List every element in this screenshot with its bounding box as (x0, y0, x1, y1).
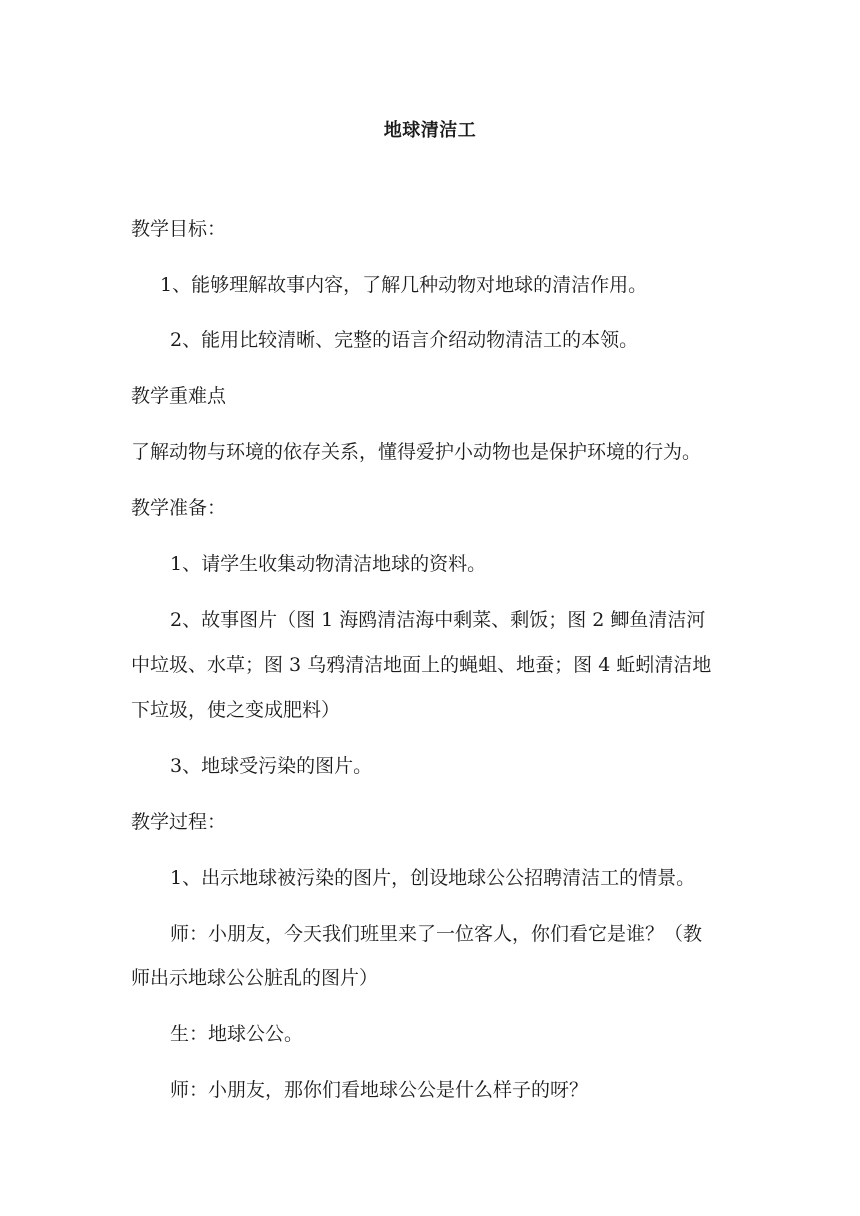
prep-item-2-line-3: 下垃圾，使之变成肥料） (131, 699, 341, 721)
document-title: 地球清洁工 (383, 120, 477, 141)
dialogue-teacher-2: 师：小朋友，那你们看地球公公是什么样子的呀？ (170, 1079, 589, 1101)
dialogue-teacher-1-line-2: 师出示地球公公脏乱的图片） (131, 967, 379, 989)
heading-teaching-goals: 教学目标： (131, 218, 227, 240)
prep-item-3: 3、地球受污染的图片。 (170, 755, 373, 777)
prep-item-1: 1、请学生收集动物清洁地球的资料。 (170, 553, 487, 575)
heading-preparation: 教学准备： (131, 497, 227, 519)
dialogue-student-1: 生：地球公公。 (170, 1023, 304, 1045)
goal-item-1: 1、能够理解故事内容，了解几种动物对地球的清洁作用。 (160, 274, 648, 296)
heading-key-points: 教学重难点 (131, 385, 227, 407)
prep-item-2-line-2: 中垃圾、水草；图 3 乌鸦清洁地面上的蝇蛆、地蚕；图 4 蚯蚓清洁地 (131, 654, 712, 676)
goal-item-2: 2、能用比较清晰、完整的语言介绍动物清洁工的本领。 (170, 329, 639, 351)
dialogue-teacher-1-line-1: 师：小朋友，今天我们班里来了一位客人，你们看它是谁？（教 (170, 923, 703, 945)
key-points-text: 了解动物与环境的依存关系，懂得爱护小动物也是保护环境的行为。 (131, 441, 702, 463)
heading-process: 教学过程： (131, 811, 227, 833)
prep-item-2-line-1: 2、故事图片（图 1 海鸥清洁海中剩菜、剩饭；图 2 鲫鱼清洁河 (170, 609, 706, 631)
process-step-1: 1、出示地球被污染的图片，创设地球公公招聘清洁工的情景。 (170, 867, 696, 889)
